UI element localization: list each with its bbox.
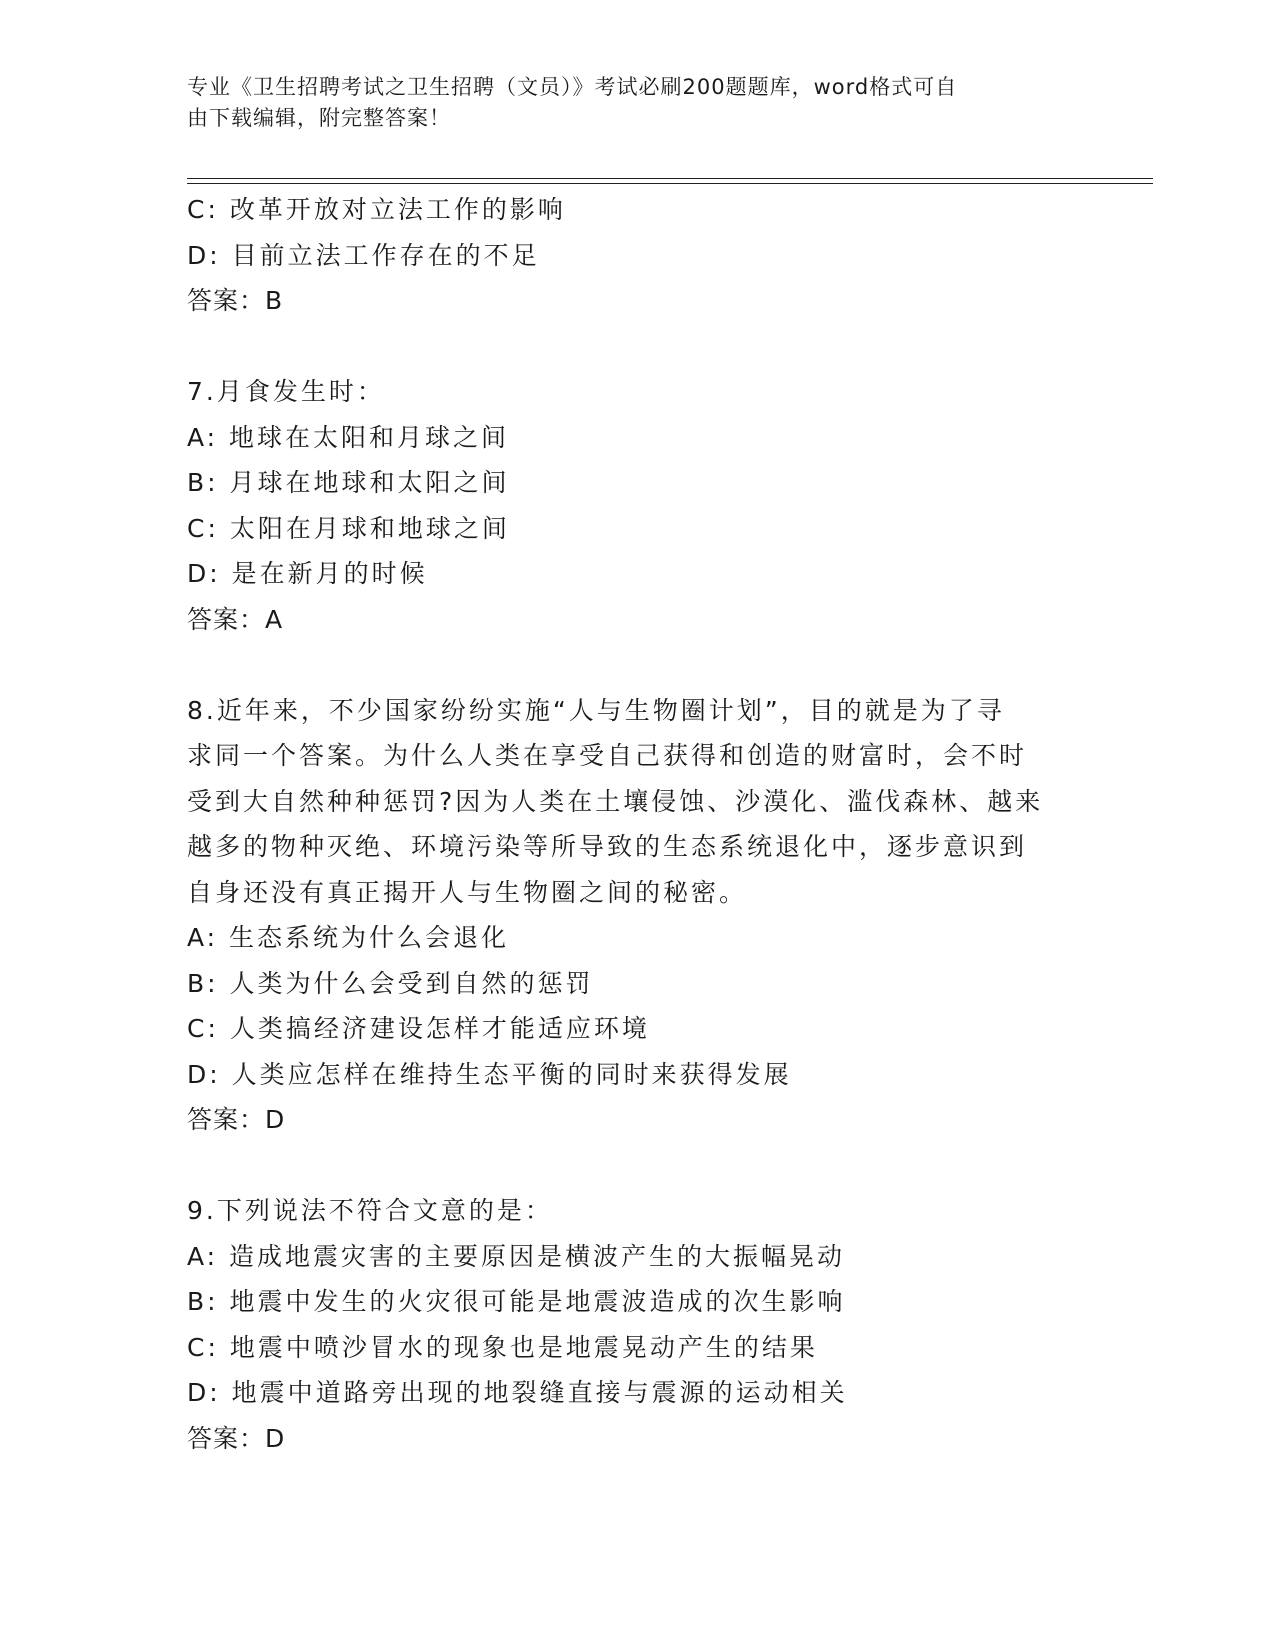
answer-line: 答案：D xyxy=(187,1423,286,1453)
option-a: A: 生态系统为什么会退化 xyxy=(187,923,510,952)
option-d: D: 地震中道路旁出现的地裂缝直接与震源的运动相关 xyxy=(187,1378,848,1407)
question-block-9 xyxy=(187,1188,1067,1461)
header-title-line-1: 专业《卫生招聘考试之卫生招聘（文员）》考试必刷200题题库，word格式可自 xyxy=(187,75,958,99)
option-c: C: 太阳在月球和地球之间 xyxy=(187,513,510,543)
question-stem xyxy=(187,688,1067,916)
stem-line: 越多的物种灭绝、环境污染等所导致的生态系统退化中，逐步意识到 xyxy=(187,832,1028,861)
option-b: B: 人类为什么会受到自然的惩罚 xyxy=(187,968,594,998)
stem-line: 9.下列说法不符合文意的是： xyxy=(187,1196,553,1225)
option-c: C: 人类搞经济建设怎样才能适应环境 xyxy=(187,1014,650,1043)
option-b: B: 地震中发生的火灾很可能是地震波造成的次生影响 xyxy=(187,1287,846,1316)
spacer xyxy=(187,642,1067,688)
option-a: A: 造成地震灾害的主要原因是横波产生的大振幅晃动 xyxy=(187,1241,846,1271)
option-c: C: 地震中喷沙冒水的现象也是地震晃动产生的结果 xyxy=(187,1332,818,1362)
stem-line: 求同一个答案。为什么人类在享受自己获得和创造的财富时，会不时 xyxy=(187,741,1028,770)
spacer xyxy=(187,324,1067,370)
option-d: D: 是在新月的时候 xyxy=(187,559,428,588)
question-stem xyxy=(187,1188,1067,1234)
document-header xyxy=(187,72,1067,134)
question-block-8 xyxy=(187,688,1067,1143)
option-b: B: 月球在地球和太阳之间 xyxy=(187,468,510,497)
stem-line: 7.月食发生时： xyxy=(187,377,385,406)
header-divider-top xyxy=(187,178,1153,179)
option-d: D: 目前立法工作存在的不足 xyxy=(187,240,540,270)
question-block-6 xyxy=(187,187,1067,324)
header-title-line-2: 由下载编辑，附完整答案！ xyxy=(187,106,451,130)
question-stem xyxy=(187,369,1067,415)
answer-line: 答案：B xyxy=(187,286,284,315)
question-block-7 xyxy=(187,369,1067,642)
header-divider-bottom xyxy=(187,183,1153,184)
question-list xyxy=(187,187,1067,1461)
stem-line: 自身还没有真正揭开人与生物圈之间的秘密。 xyxy=(187,877,748,907)
option-c: C: 改革开放对立法工作的影响 xyxy=(187,195,566,224)
stem-line: 8.近年来，不少国家纷纷实施“人与生物圈计划”，目的就是为了寻 xyxy=(187,695,1005,725)
option-d: D: 人类应怎样在维持生态平衡的同时来获得发展 xyxy=(187,1059,792,1089)
answer-line: 答案：D xyxy=(187,1105,286,1134)
stem-line: 受到大自然种种惩罚?因为人类在土壤侵蚀、沙漠化、滥伐森林、越来 xyxy=(187,786,1044,816)
option-a: A: 地球在太阳和月球之间 xyxy=(187,422,510,452)
answer-line: 答案：A xyxy=(187,604,284,634)
spacer xyxy=(187,1143,1067,1189)
